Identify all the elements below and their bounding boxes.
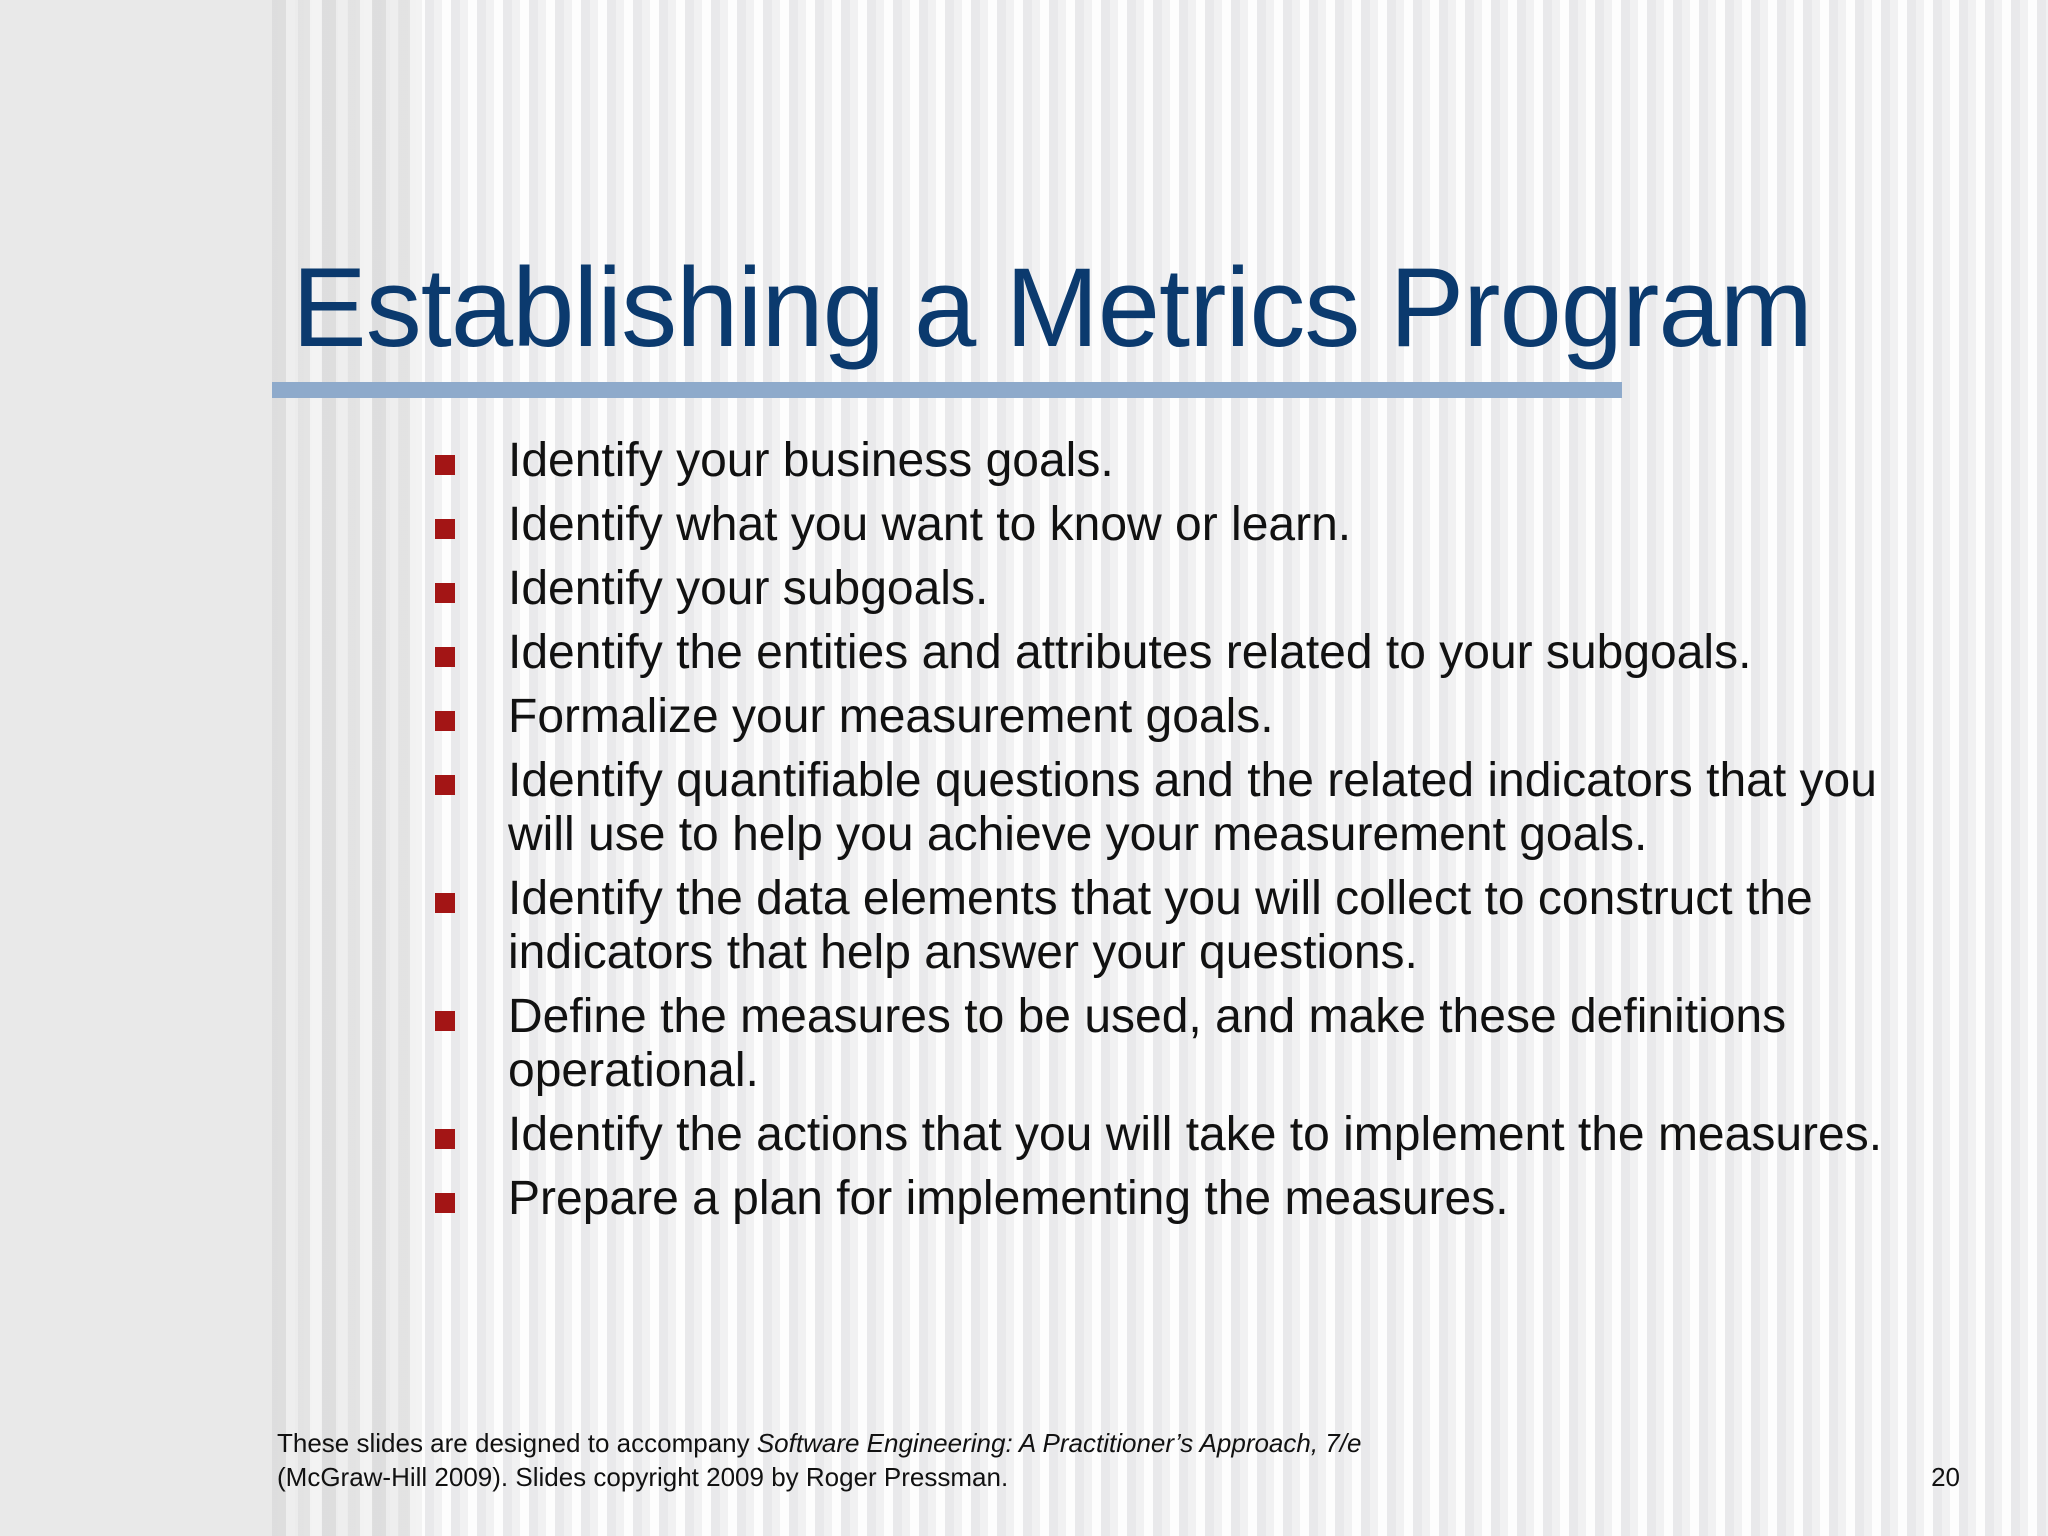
square-bullet-icon xyxy=(435,1193,455,1213)
list-item xyxy=(432,990,1892,1098)
square-bullet-icon xyxy=(435,647,455,667)
list-item xyxy=(432,434,1892,488)
list-item xyxy=(432,1172,1892,1226)
list-item-text: Formalize your measurement goals. xyxy=(508,690,1274,743)
list-item xyxy=(432,626,1892,680)
square-bullet-icon xyxy=(435,1129,455,1149)
list-item-text: Identify the entities and attributes related to your subgoals. xyxy=(508,626,1752,679)
list-item-text: Identify the data elements that you will collect to construct the indicators that help answer your questions. xyxy=(508,872,1813,979)
list-item xyxy=(432,754,1892,862)
footer-book-title: Software Engineering: A Practitioner’s Approach, 7/e xyxy=(756,1428,1362,1458)
square-bullet-icon xyxy=(435,893,455,913)
footer-prefix: These slides are designed to accompany xyxy=(277,1428,757,1458)
list-item xyxy=(432,562,1892,616)
footer-line-2: (McGraw-Hill 2009). Slides copyright 2009 by Roger Pressman. xyxy=(277,1462,1009,1492)
list-item-text: Identify quantifiable questions and the related indicators that you will use to help you achieve your measurement goals. xyxy=(508,754,1877,861)
slide-title: Establishing a Metrics Program xyxy=(292,245,1812,370)
list-item-text: Identify what you want to know or learn. xyxy=(508,498,1352,551)
background-stripes xyxy=(272,0,422,1536)
page-number: 20 xyxy=(1931,1462,1960,1492)
list-item xyxy=(432,498,1892,552)
square-bullet-icon xyxy=(435,711,455,731)
square-bullet-icon xyxy=(435,583,455,603)
square-bullet-icon xyxy=(435,519,455,539)
list-item-text: Identify your subgoals. xyxy=(508,562,989,615)
list-item xyxy=(432,690,1892,744)
list-item-text: Identify your business goals. xyxy=(508,434,1114,487)
title-underline xyxy=(272,382,1622,398)
list-item xyxy=(432,1108,1892,1162)
list-item xyxy=(432,872,1892,980)
square-bullet-icon xyxy=(435,455,455,475)
list-item-text: Prepare a plan for implementing the measures. xyxy=(508,1172,1509,1225)
square-bullet-icon xyxy=(435,775,455,795)
list-item-text: Define the measures to be used, and make these definitions operational. xyxy=(508,990,1787,1097)
slide-footer xyxy=(277,1426,1361,1494)
footer-line-1 xyxy=(277,1426,1361,1460)
square-bullet-icon xyxy=(435,1011,455,1031)
list-item-text: Identify the actions that you will take to implement the measures. xyxy=(508,1108,1883,1161)
bullet-list xyxy=(432,434,1892,1236)
